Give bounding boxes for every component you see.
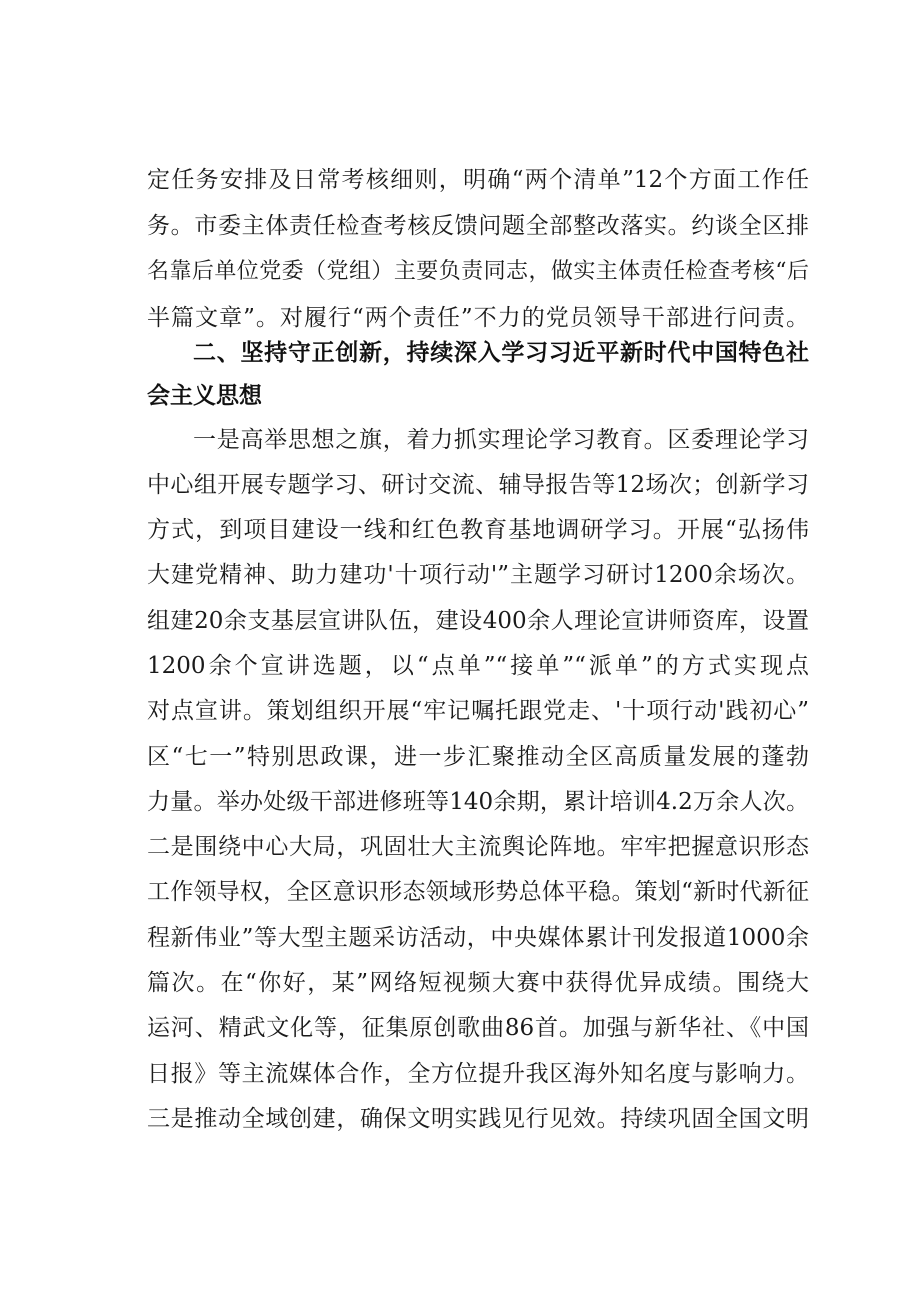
- section-heading-line: 二、坚持守正创新，持续深入学习习近平新时代中国特色社: [193, 340, 809, 366]
- paragraph-line: 组建20余支基层宣讲队伍，建设400余人理论宣讲师资库，设置: [147, 608, 809, 634]
- paragraph-line: 务。市委主体责任检查考核反馈问题全部整改落实。约谈全区排: [147, 213, 809, 239]
- paragraph-line: 区“七一”特别思政课，进一步汇聚推动全区高质量发展的蓬勃: [147, 744, 809, 770]
- paragraph-line: 日报》等主流媒体合作，全方位提升我区海外知名度与影响力。: [147, 1061, 809, 1087]
- paragraph-line: 二是围绕中心大局，巩固壮大主流舆论阵地。牢牢把握意识形态: [147, 834, 809, 860]
- paragraph-line: 力量。举办处级干部进修班等140余期，累计培训4.2万余人次。: [147, 789, 809, 815]
- paragraph-line: 名靠后单位党委（党组）主要负责同志，做实主体责任检查考核“后: [147, 259, 809, 284]
- paragraph-line: 篇次。在“你好，某”网络短视频大赛中获得优异成绩。围绕大: [147, 970, 809, 996]
- paragraph-line: 1200余个宣讲选题，以“点单”“接单”“派单”的方式实现点: [147, 653, 809, 679]
- paragraph-line: 定任务安排及日常考核细则，明确“两个清单”12个方面工作任: [147, 167, 809, 193]
- paragraph-line: 方式，到项目建设一线和红色教育基地调研学习。开展“弘扬伟: [147, 517, 809, 543]
- paragraph-line: 运河、精武文化等，征集原创歌曲86首。加强与新华社、《中国: [147, 1015, 809, 1041]
- paragraph-line: 大建党精神、助力建功'十项行动'”主题学习研讨1200余场次。: [147, 562, 809, 588]
- paragraph-line: 三是推动全域创建，确保文明实践见行见效。持续巩固全国文明: [147, 1106, 809, 1132]
- paragraph-line: 半篇文章”。对履行“两个责任”不力的党员领导干部进行问责。: [147, 305, 809, 331]
- paragraph-line: 工作领导权，全区意识形态领域形势总体平稳。策划“新时代新征: [147, 879, 809, 905]
- paragraph-line: 中心组开展专题学习、研讨交流、辅导报告等12场次；创新学习: [147, 472, 809, 498]
- paragraph-line: 程新伟业”等大型主题采访活动，中央媒体累计刊发报道1000余: [147, 925, 809, 951]
- paragraph-line: 一是高举思想之旗，着力抓实理论学习教育。区委理论学习: [193, 427, 809, 453]
- paragraph-line: 对点宣讲。策划组织开展“牢记嘱托跟党走、'十项行动'践初心”: [147, 698, 809, 724]
- section-heading-line: 会主义思想: [147, 383, 262, 409]
